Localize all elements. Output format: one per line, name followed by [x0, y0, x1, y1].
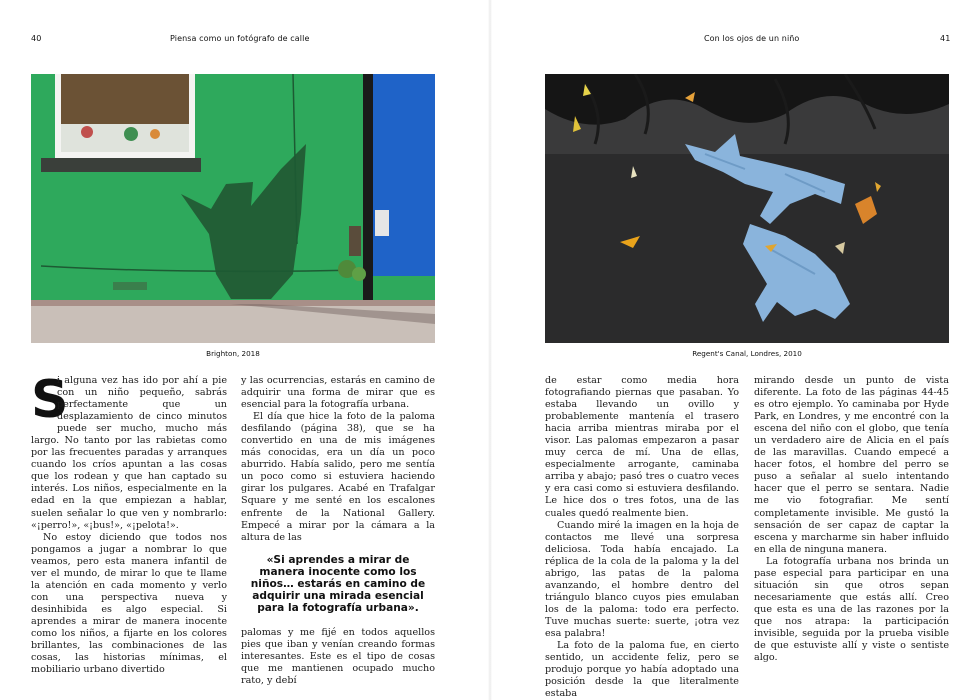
paragraph: Cuando miré la imagen en la hoja de contactos me llevé una sorpresa deliciosa. Toda había encajado. La réplica de la cola de la paloma y la del abrigo, las patas de la paloma avanzando, el hombre dentro del triángulo blanco cuyos pies emulaban los de la paloma: todo era perfecto. Tuve muchas suerte: suerte, ¡otra vez esa palabra!	[545, 519, 739, 639]
paragraph: No estoy diciendo que todos nos pongamos a jugar a nombrar lo que veamos, pero esta manera infantil de ver el mundo, de mirar lo que te llame la atención en cada momento y verlo con una perspectiva nueva y desinhibida es algo especial. Si aprendes a mirar de manera inocente como los niños, a fijarte en los colores brillantes, las combinaciones de las cosas, las historias mínimas, el mobiliario urbano divertido	[31, 531, 227, 676]
page-gutter	[488, 0, 492, 700]
paragraph: El día que hice la foto de la paloma desfilando (página 38), que se ha convertido en una de mis imágenes más conocidas, era un día un poco aburrido. Había salido, pero me sentía un poco como si estuviera haciendo girar los pulgares. Acabé en Trafalgar Square y me senté en los escalones enfrente de la National Gallery. Empecé a mirar por la cámara a la altura de las	[241, 411, 435, 543]
text-column-4	[754, 375, 949, 664]
text-column-3	[545, 375, 739, 700]
caption-regents-canal: Regent's Canal, Londres, 2010	[692, 349, 802, 358]
page-number-right: 41	[940, 34, 951, 43]
brighton-shadow-image	[31, 74, 435, 343]
canal-bag-image	[545, 74, 949, 343]
paragraph: y las ocurrencias, estarás en camino de adquirir una forma de mirar que es esencial para la fotografía urbana.	[241, 375, 435, 411]
running-head-left: Piensa como un fotógrafo de calle	[170, 34, 310, 43]
paragraph: de estar como media hora fotografiando piernas que pasaban. Yo estaba llevando un ovillo y probablemente mantenía el trasero hacia arriba mientras miraba por el visor. Las palomas empezaron a pasar muy cerca de mí. Una de ellas, especialmente arrogante, caminaba arriba y abajo; pasó tres o cuatro veces y era casi como si estuviera desfilando. Le hice dos o tres fotos, una de las cuales quedó realmente bien.	[545, 375, 739, 519]
text-column-2	[241, 375, 435, 687]
paragraph: La foto de la paloma fue, en cierto sentido, un accidente feliz, pero se produjo porque yo había adoptado una posición desde la que literalmente estaba	[545, 640, 739, 700]
paragraph: mirando desde un punto de vista diferente. La foto de las páginas 44-45 es otro ejemplo. Yo caminaba por Hyde Park, en Londres, y me encontré con la escena del niño con el globo, que tenía un verdadero aire de Alicia en el país de las maravillas. Cuando empecé a hacer fotos, el hombre del perro se puso a señalar al suelo intentando hacer que el perro se sentara. Nadie me vio fotografiar. Me sentí completamente invisible. Me gustó la sensación de ser capaz de captar la escena y marcharme sin haber influido en ella de ninguna manera.	[754, 375, 949, 555]
caption-brighton: Brighton, 2018	[206, 349, 260, 358]
photo-brighton	[31, 74, 435, 343]
paragraph: palomas y me fijé en todos aquellos pies que iban y venían creando formas interesantes. Este es el tipo de cosas que me mantienen ocupado mucho rato, y debí	[241, 626, 435, 686]
paragraph: i alguna vez has ido por ahí a pie con un niño pequeño, sabrás perfectamente que un desplazamiento de cinco minutos puede ser mucho, mucho más largo. No tanto por las rabietas como por las frecuentes paradas y arranques cuando los críos apuntan a las cosas que los rodean y que han captado su interés. Los niños, especialmente en la edad en la que empiezan a hablar, suelen señalar lo que ven y nombrarlo: «¡perro!», «¡bus!», «¡pelota!».	[31, 375, 227, 531]
pull-quote: «Si aprendes a mirar de manera inocente como los niños… estarás en camino de adquirir una mirada esencial para la fotografía urbana».	[250, 553, 426, 615]
page-number-left: 40	[31, 34, 42, 43]
drop-cap: S	[31, 370, 69, 430]
paragraph: La fotografía urbana nos brinda un pase especial para participar en una situación sin que otros sepan necesariamente que estás allí. Creo que esta es una de las razones por la que nos atrapa: la participación invisible, seguida por la prueba visible de que estuviste allí y viste o sentiste algo.	[754, 555, 949, 664]
text-column-1	[31, 370, 227, 676]
photo-regents-canal	[545, 74, 949, 343]
running-head-right: Con los ojos de un niño	[704, 34, 800, 43]
